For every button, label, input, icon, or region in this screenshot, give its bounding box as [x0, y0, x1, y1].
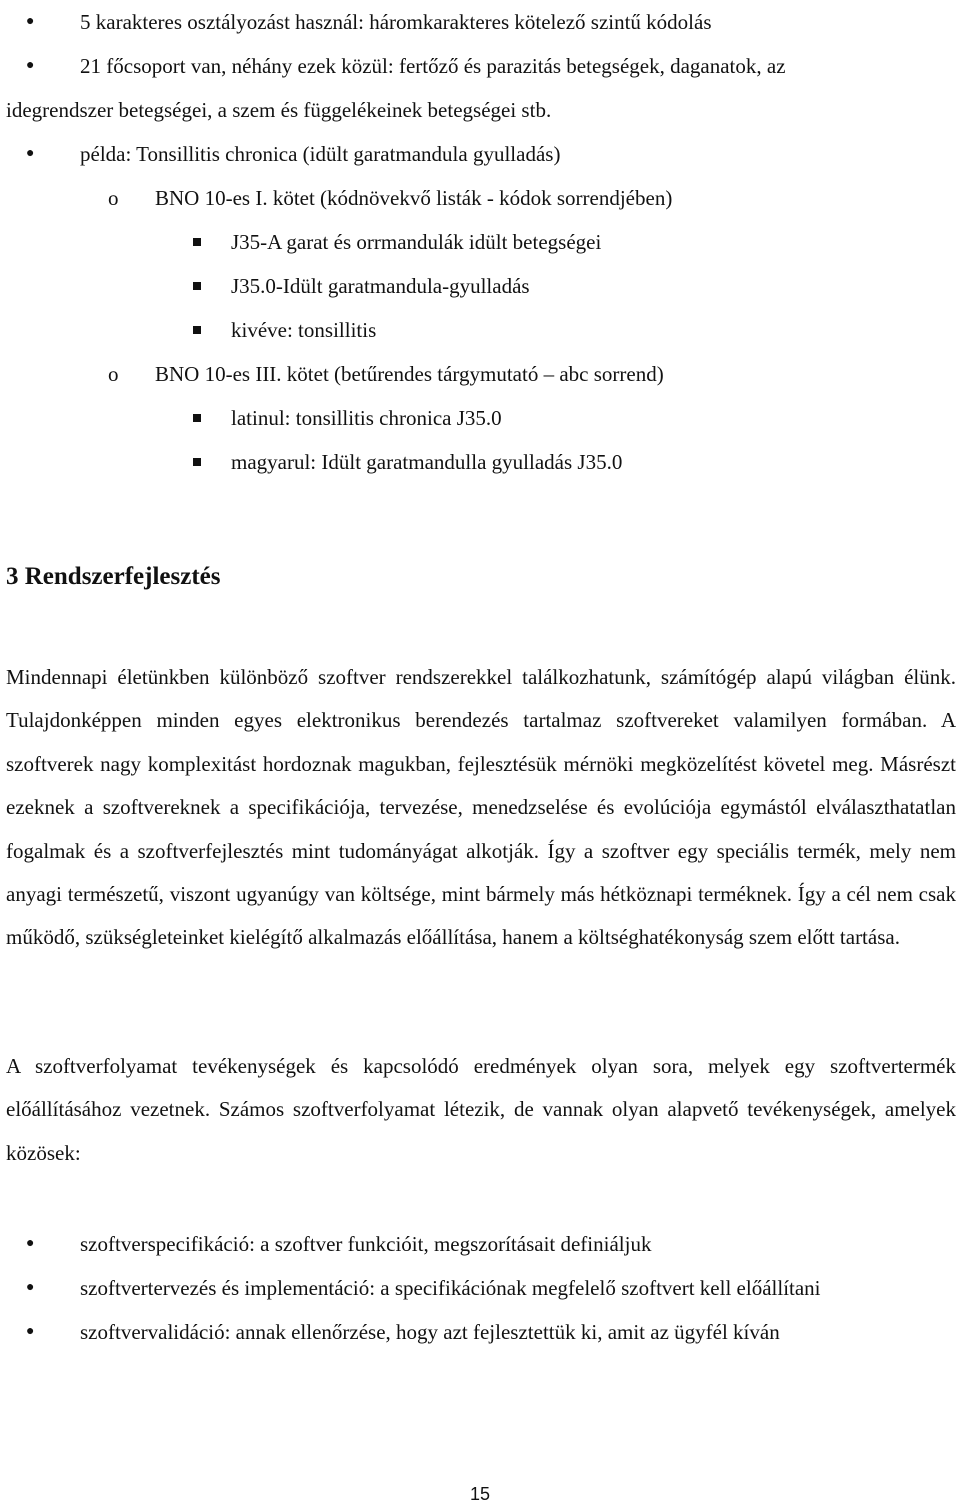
list-item [0, 0, 960, 44]
square-bullet-icon [193, 238, 201, 246]
square-bullet-icon [193, 458, 201, 466]
circle-bullet-icon: o [108, 362, 119, 386]
square-bullet-icon [193, 326, 201, 334]
paragraph: A szoftverfolyamat tevékenységek és kapcsolódó eredmények olyan sora, melyek egy szoftvertermék előállításához vezetnek. Számos szoftverfolyamat létezik, de vannak olyan alapvető tevékenységek, amelyek közösek: [6, 1054, 956, 1165]
list-item-text: BNO 10-es I. kötet (kódnövekvő listák - kódok sorrendjében) [155, 186, 673, 210]
bullet-icon: ● [26, 1280, 35, 1295]
section-heading: 3 Rendszerfejlesztés [6, 563, 221, 590]
list-item-text: példa: Tonsillitis chronica (idült garatmandula gyulladás) [80, 142, 561, 166]
sub-sub-list-item [0, 396, 960, 440]
list-item-text: magyarul: Idült garatmandulla gyulladás J35.0 [231, 450, 623, 474]
bullet-icon: ● [26, 146, 35, 161]
list-item-text: szoftverspecifikáció: a szoftver funkcióit, megszorításait definiáljuk [80, 1232, 652, 1256]
square-bullet-icon [193, 282, 201, 290]
list-item [0, 1222, 960, 1266]
list-item-text: J35.0-Idült garatmandula-gyulladás [231, 274, 530, 298]
list-item [0, 132, 960, 176]
list-item-text: kivéve: tonsillitis [231, 318, 377, 342]
sub-sub-list-item [0, 264, 960, 308]
list-item [0, 1310, 960, 1354]
circle-bullet-icon: o [108, 186, 119, 210]
bullet-icon: ● [26, 58, 35, 73]
sub-list-item [0, 352, 960, 396]
list-item-text: BNO 10-es III. kötet (betűrendes tárgymutató – abc sorrend) [155, 362, 664, 386]
top-bullet-list [0, 0, 960, 484]
page-number: 15 [469, 1484, 491, 1504]
square-bullet-icon [193, 414, 201, 422]
bullet-icon: ● [26, 14, 35, 29]
list-item-text-continued: idegrendszer betegségei, a szem és függelékeinek betegségei stb. [6, 98, 552, 122]
sub-sub-list-item [0, 220, 960, 264]
list-item-text: 21 főcsoport van, néhány ezek közül: fertőző és parazitás betegségek, daganatok, az [80, 54, 786, 78]
sub-sub-list-item [0, 440, 960, 484]
list-item [0, 1266, 960, 1310]
sub-sub-list-item [0, 308, 960, 352]
bullet-icon: ● [26, 1236, 35, 1251]
list-item-text: J35-A garat és orrmandulák idült betegségei [231, 230, 602, 254]
bullet-icon: ● [26, 1324, 35, 1339]
list-item [0, 44, 960, 132]
list-item-text: szoftvertervezés és implementáció: a specifikációnak megfelelő szoftvert kell előállítani [80, 1276, 821, 1300]
list-item-text: latinul: tonsillitis chronica J35.0 [231, 406, 502, 430]
paragraph: Mindennapi életünkben különböző szoftver rendszerekkel találkozhatunk, számítógép alapú világban élünk. Tulajdonképpen minden egyes elektronikus berendezés tartalmaz szoftvereket valamilyen formában. A szoftverek nagy komplexitást hordoznak magukban, fejlesztésük mérnöki megközelítést követel meg. Másrészt ezeknek a szoftvereknek a specifikációja, tervezése, menedzselése és evolúciója egymástól elválaszthatatlan fogalmak és a szoftverfejlesztés mint tudományágat alkotják. Így a szoftver egy speciális termék, mely nem anyagi természetű, viszont ugyanúgy van költsége, mint bármely más hétköznapi terméknek. Így a cél nem csak működő, szükségleteinket kielégítő alkalmazás előállítása, hanem a költséghatékonyság szem előtt tartása. [6, 665, 956, 950]
bottom-bullet-list [0, 1222, 960, 1354]
sub-list-item [0, 176, 960, 220]
list-item-text: 5 karakteres osztályozást használ: háromkarakteres kötelező szintű kódolás [80, 10, 712, 34]
list-item-text: szoftvervalidáció: annak ellenőrzése, hogy azt fejlesztettük ki, amit az ügyfél kíván [80, 1320, 780, 1344]
